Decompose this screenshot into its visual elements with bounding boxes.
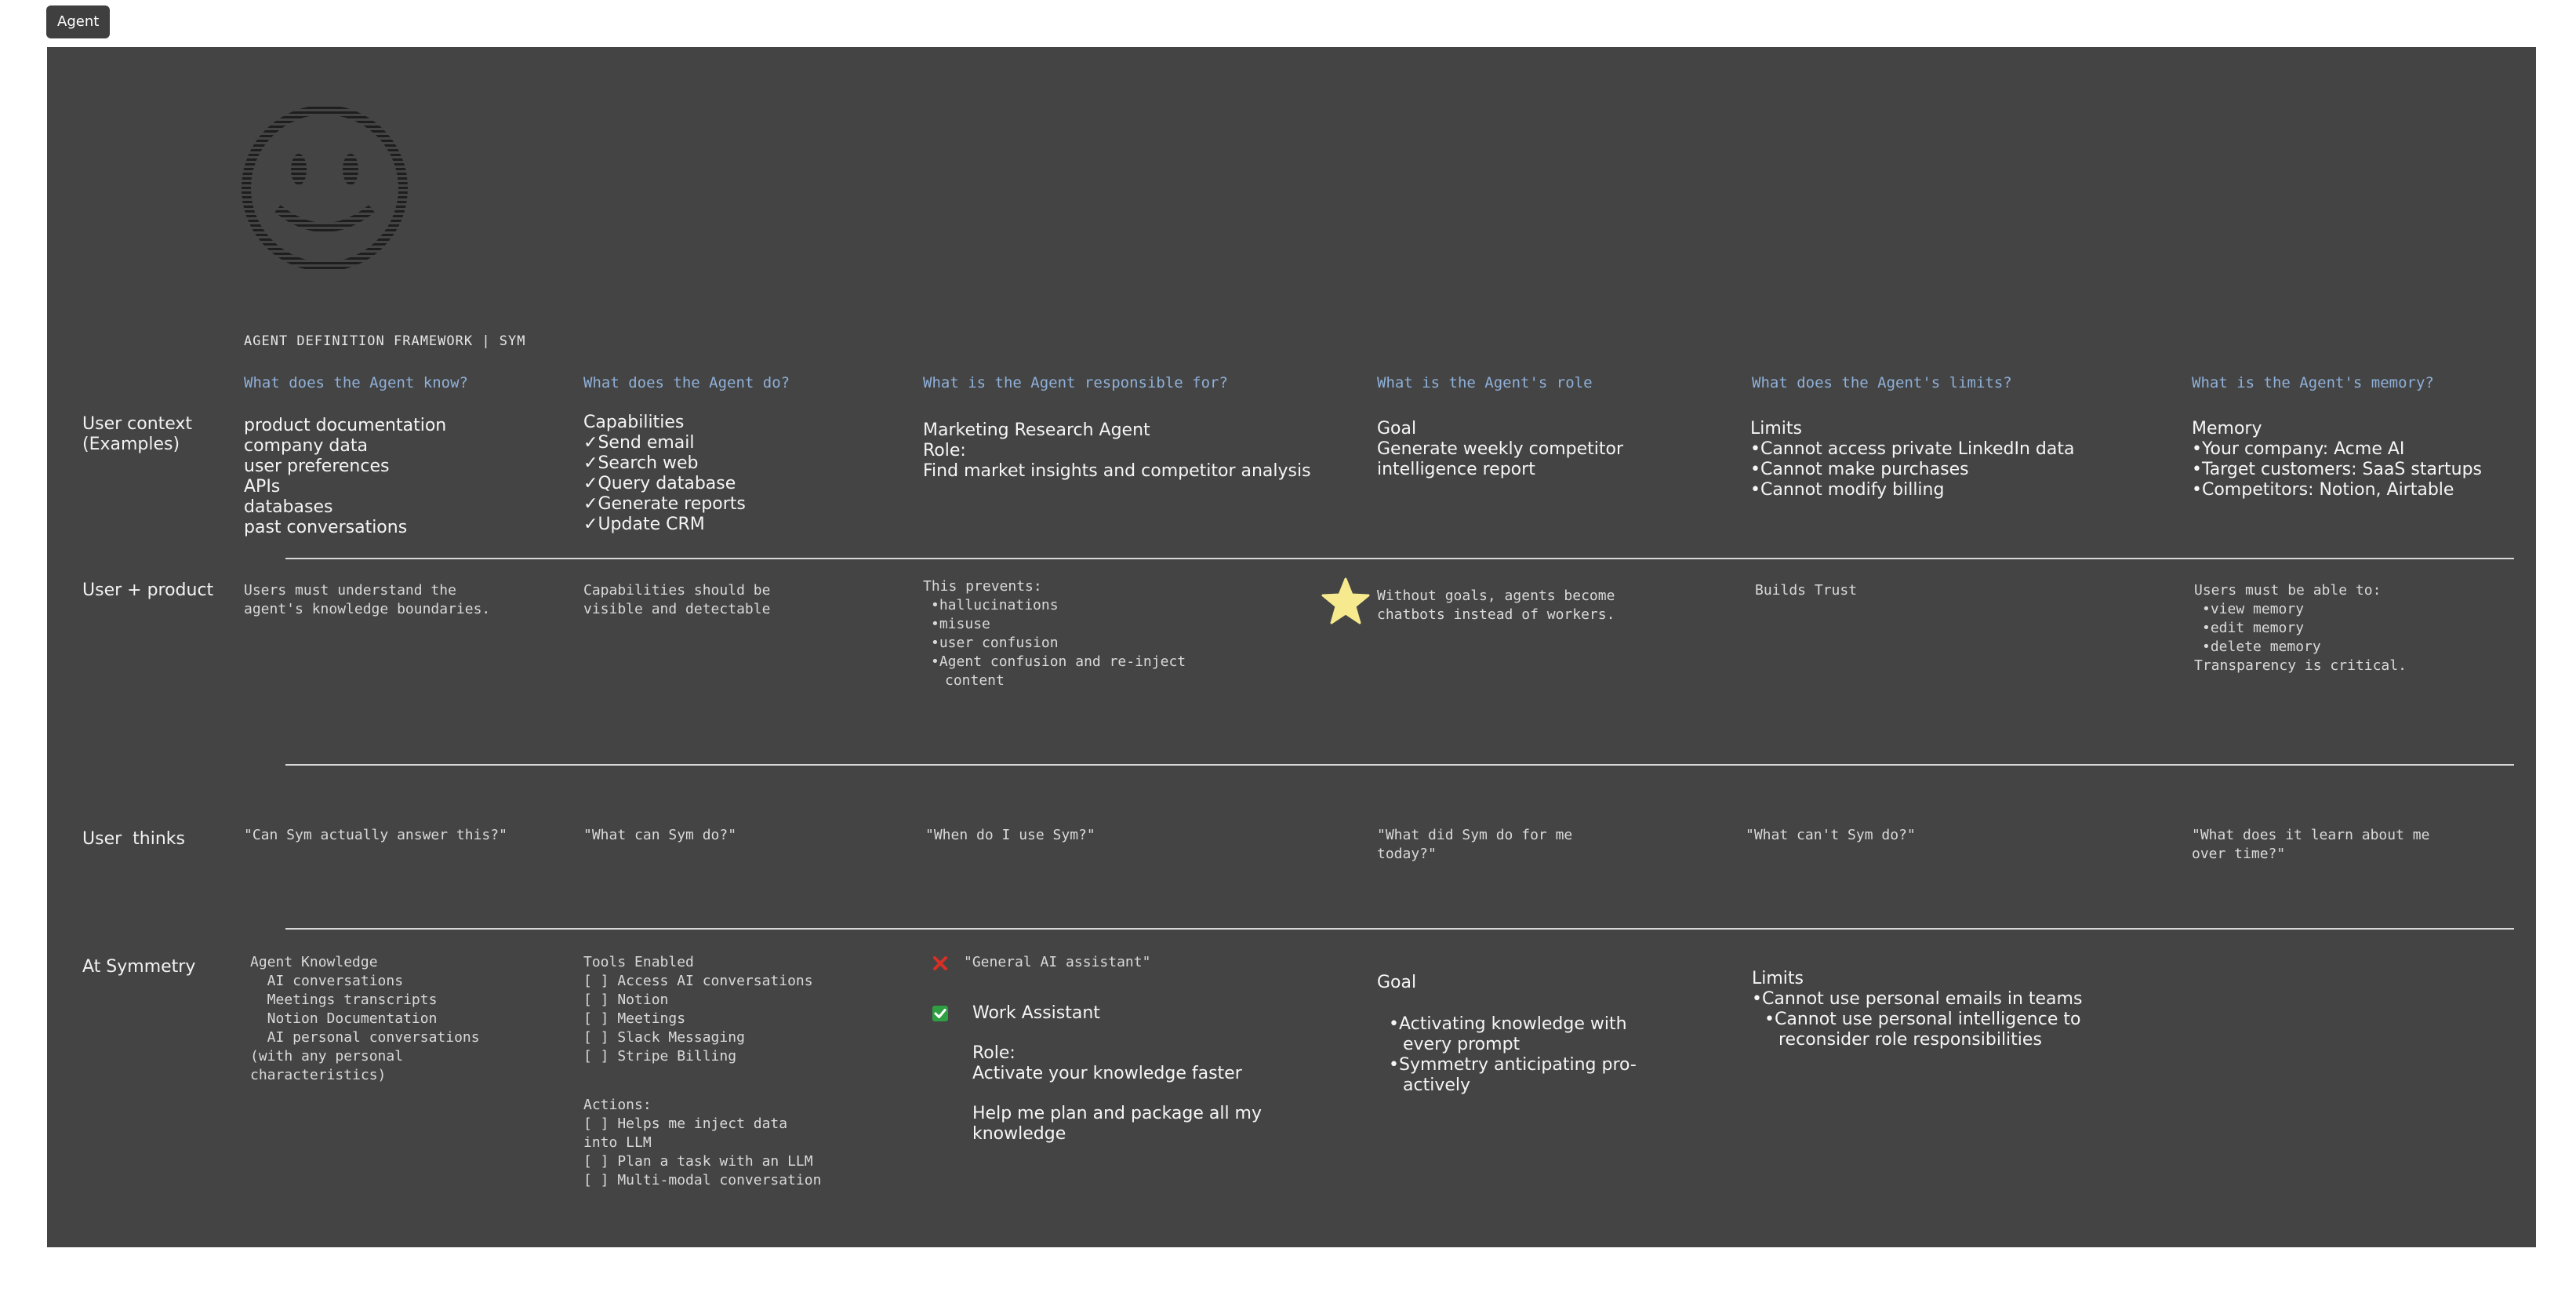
product-role: Without goals, agents become chatbots instead of workers. [1377, 588, 1615, 623]
action-checkbox[interactable]: [ ] Helps me inject data [583, 1115, 788, 1132]
thinks-role: "What did Sym do for me today?" [1377, 827, 1573, 862]
smiley-face-icon [240, 107, 409, 270]
question-limits: What does the Agent's limits? [1752, 374, 2012, 391]
context-know-list: product documentation company data user preferences APIs databases past conversations [244, 416, 447, 537]
question-role: What is the Agent's role [1377, 374, 1593, 391]
tool-checkbox[interactable]: [ ] Access AI conversations [583, 973, 813, 989]
question-do: What does the Agent do? [583, 374, 790, 391]
divider-line [285, 558, 2514, 559]
context-limits: Limits • Cannot access private LinkedIn data • Cannot make purchases • Cannot modify billing [1750, 419, 2074, 500]
question-responsible: What is the Agent responsible for? [923, 374, 1228, 391]
framework-board [47, 47, 2536, 1247]
thinks-limits: "What can't Sym do?" [1746, 827, 1916, 843]
row-label-user-product: User + product [82, 580, 214, 600]
action-checkbox[interactable]: [ ] Plan a task with an LLM [583, 1153, 813, 1170]
row-label-user-context: User context (Examples) [82, 414, 193, 454]
tool-checkbox[interactable]: [ ] Stripe Billing [583, 1048, 737, 1065]
thinks-know: "Can Sym actually answer this?" [244, 827, 507, 843]
cross-mark-icon [932, 955, 948, 971]
symmetry-goal-title: Goal [1377, 973, 1417, 992]
product-know: Users must understand the agent's knowledge boundaries. [244, 582, 491, 617]
context-role: Goal Generate weekly competitor intelligence report [1377, 419, 1624, 479]
symmetry-limits: Limits • Cannot use personal emails in teams • Cannot use personal intelligence to reconsider role responsibilities [1752, 969, 2082, 1050]
symmetry-help-text: Help me plan and package all my knowledge [972, 1104, 1263, 1144]
tool-checkbox[interactable]: [ ] Notion [583, 992, 669, 1008]
action-checkbox[interactable]: [ ] Multi-modal conversation [583, 1172, 822, 1188]
tool-checkbox[interactable]: [ ] Meetings [583, 1010, 686, 1027]
product-do: Capabilities should be visible and detectable [583, 582, 771, 617]
context-memory: Memory • Your company: Acme AI • Target customers: SaaS startups • Competitors: Notion, Airtable [2192, 419, 2482, 500]
symmetry-goal-list: • Activating knowledge with every prompt • Symmetry anticipating pro- actively [1389, 1014, 1637, 1096]
thinks-do: "What can Sym do?" [583, 827, 737, 843]
symmetry-good-role: Work Assistant [972, 1003, 1100, 1023]
product-responsibility: This prevents: • hallucinations • misuse • user confusion • Agent confusion and re-inject content [923, 577, 1186, 690]
symmetry-role-description: Role: Activate your knowledge faster [972, 1043, 1242, 1083]
thinks-responsibility: "When do I use Sym?" [925, 827, 1095, 843]
row-label-at-symmetry: At Symmetry [82, 957, 196, 977]
symmetry-tools: Tools Enabled [ ] Access AI conversations [ ] Notion [ ] Meetings [ ] Slack Messaging [ ] Stripe Billing [583, 954, 813, 1065]
symmetry-knowledge: Agent Knowledge AI conversations Meetings transcripts Notion Documentation AI personal conversations (with any personal characteristics) [250, 954, 480, 1083]
agent-tab[interactable]: Agent [46, 5, 110, 38]
thinks-memory: "What does it learn about me over time?" [2192, 827, 2430, 862]
symmetry-bad-role: "General AI assistant" [964, 954, 1151, 970]
check-box-icon [932, 1006, 948, 1021]
tool-checkbox[interactable]: [ ] Slack Messaging [583, 1029, 745, 1046]
divider-line [285, 764, 2514, 766]
question-memory: What is the Agent's memory? [2192, 374, 2434, 391]
star-icon [1321, 577, 1370, 626]
divider-line [285, 928, 2514, 930]
symmetry-actions: Actions: [ ] Helps me inject data into LLM [ ] Plan a task with an LLM [ ] Multi-modal conversation [583, 1097, 822, 1188]
question-know: What does the Agent know? [244, 374, 468, 391]
page-title: AGENT DEFINITION FRAMEWORK | SYM [244, 333, 526, 349]
product-limits: Builds Trust [1755, 582, 1858, 599]
context-responsibility: Marketing Research Agent Role: Find market insights and competitor analysis [923, 420, 1311, 481]
context-capabilities: Capabilities ✓ Send email ✓ Search web ✓ Query database ✓ Generate reports ✓ Update CRM [583, 413, 746, 535]
product-memory: Users must be able to: • view memory • edit memory • delete memory Transparency is critical. [2194, 581, 2407, 675]
row-label-user-thinks: User thinks [82, 829, 185, 849]
